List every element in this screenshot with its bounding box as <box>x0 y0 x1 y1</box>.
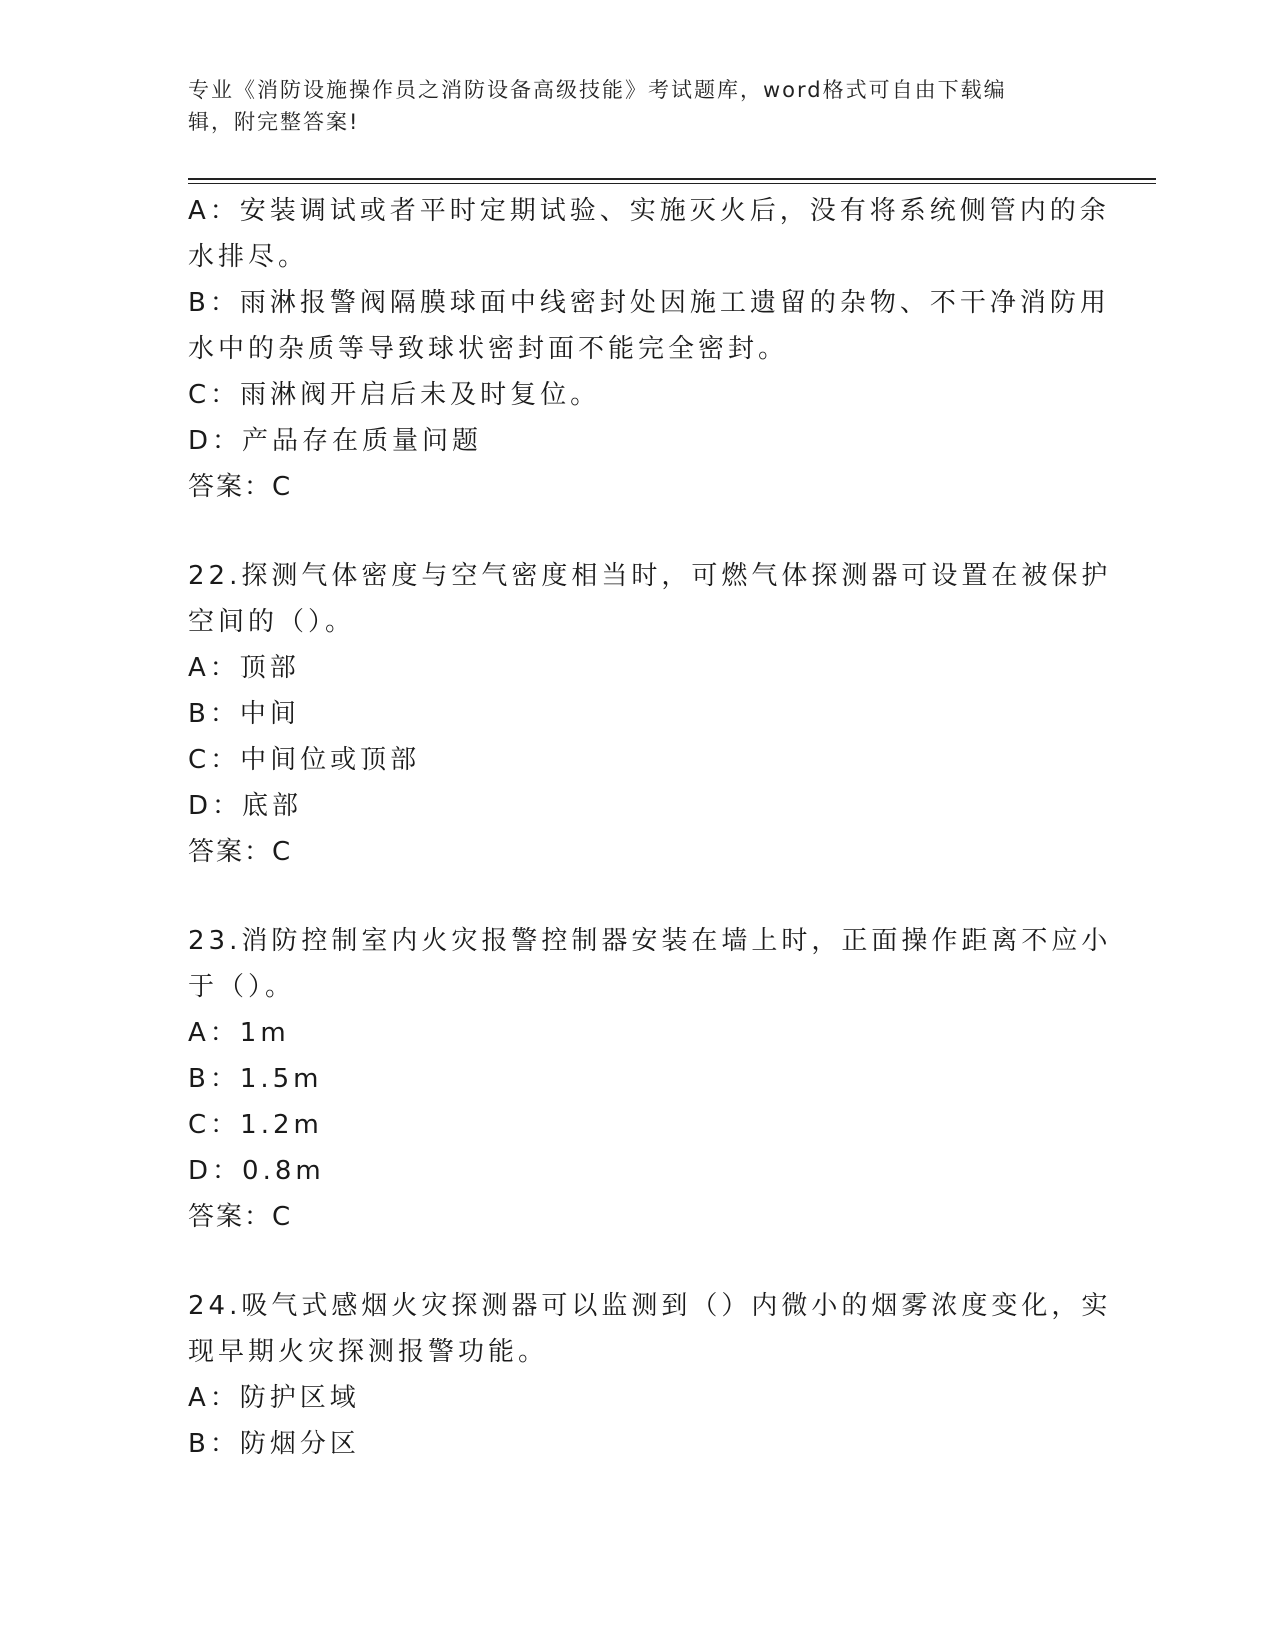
question-text-line-1: 24.吸气式感烟火灾探测器可以监测到（）内微小的烟雾浓度变化，实 <box>188 1291 1112 1321</box>
option-d: D：底部 <box>188 791 303 821</box>
option-b-line-1: B：雨淋报警阀隔膜球面中线密封处因施工遗留的杂物、不干净消防用 <box>188 288 1110 318</box>
spacer <box>188 875 1078 918</box>
spacer <box>188 510 1078 553</box>
header-line-1: 专业《消防设施操作员之消防设备高级技能》考试题库，word格式可自由下载编 <box>188 78 1007 102</box>
option-a: A：顶部 <box>188 653 300 683</box>
header-divider-thick <box>188 178 1156 180</box>
header-line-2: 辑，附完整答案! <box>188 110 360 134</box>
option-b-line-2: 水中的杂质等导致球状密封面不能完全密封。 <box>188 334 789 364</box>
question-24 <box>188 1283 1112 1467</box>
question-22 <box>188 553 1112 875</box>
document-header <box>188 74 1068 138</box>
option-c: C：中间位或顶部 <box>188 745 421 775</box>
answer: 答案：C <box>188 1202 293 1232</box>
option-a: A：防护区域 <box>188 1383 360 1413</box>
answer: 答案：C <box>188 472 293 502</box>
option-c: C：1.2m <box>188 1110 323 1140</box>
option-b: B：1.5m <box>188 1064 323 1094</box>
question-text-line-2: 于（）。 <box>188 972 296 1002</box>
spacer <box>188 1240 1078 1283</box>
question-text-line-1: 23.消防控制室内火灾报警控制器安装在墙上时，正面操作距离不应小 <box>188 926 1112 956</box>
question-21 <box>188 188 1110 510</box>
option-a-line-1: A：安装调试或者平时定期试验、实施灭火后，没有将系统侧管内的余 <box>188 196 1110 226</box>
option-a-line-2: 水排尽。 <box>188 242 309 272</box>
option-b: B：防烟分区 <box>188 1429 360 1459</box>
option-a: A：1m <box>188 1018 290 1048</box>
question-text-line-2: 空间的（）。 <box>188 607 356 637</box>
option-d: D：0.8m <box>188 1156 325 1186</box>
answer: 答案：C <box>188 837 293 867</box>
option-d: D：产品存在质量问题 <box>188 426 483 456</box>
question-text-line-2: 现早期火灾探测报警功能。 <box>188 1337 549 1367</box>
header-divider-thin <box>188 183 1156 184</box>
question-23 <box>188 918 1112 1240</box>
option-c: C：雨淋阀开启后未及时复位。 <box>188 380 601 410</box>
question-text-line-1: 22.探测气体密度与空气密度相当时，可燃气体探测器可设置在被保护 <box>188 561 1112 591</box>
question-list <box>188 188 1112 1467</box>
option-b: B：中间 <box>188 699 300 729</box>
